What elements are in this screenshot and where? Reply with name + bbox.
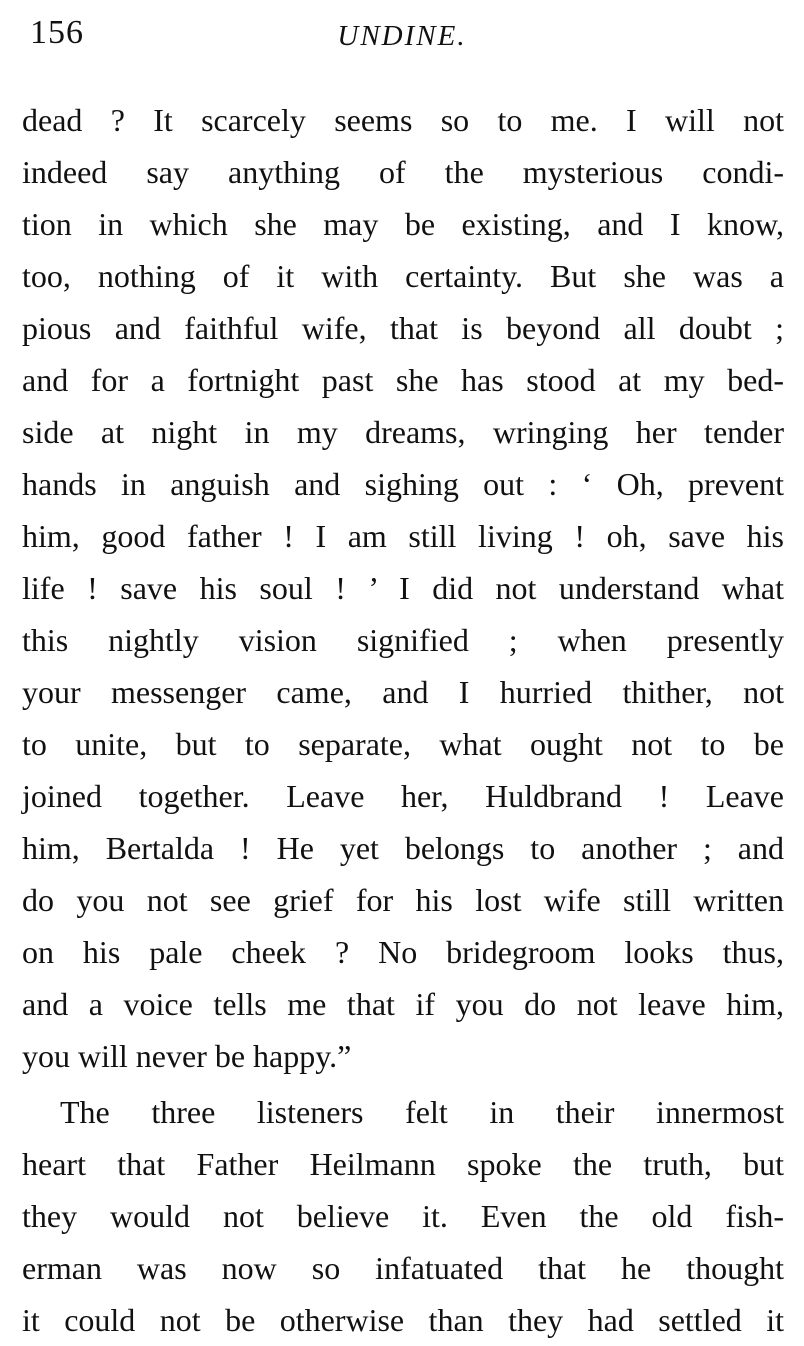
text-line: him, Bertalda ! He yet belongs to another ; and (22, 830, 784, 866)
page-number: 156 (30, 14, 84, 51)
text-line: heart that Father Heilmann spoke the truth, but (22, 1146, 784, 1182)
text-line: him, good father ! I am still living ! oh, save his (22, 518, 784, 554)
text-line: life ! save his soul ! ’ I did not understand what (22, 570, 784, 606)
text-line: they would not believe it. Even the old fish- (22, 1198, 784, 1234)
running-title: UNDINE. (337, 20, 467, 52)
text-line: side at night in my dreams, wringing her tender (22, 414, 784, 450)
text-line: this nightly vision signified ; when presently (22, 622, 784, 658)
text-line: The three listeners felt in their innermost (60, 1094, 784, 1130)
text-line: indeed say anything of the mysterious condi- (22, 154, 784, 190)
text-line: and for a fortnight past she has stood at my bed- (22, 362, 784, 398)
text-line: pious and faithful wife, that is beyond all doubt ; (22, 310, 784, 346)
text-line: to unite, but to separate, what ought not to be (22, 726, 784, 762)
text-line: too, nothing of it with certainty. But she was a (22, 258, 784, 294)
paragraph-1 (22, 94, 784, 1082)
text-line: joined together. Leave her, Huldbrand ! Leave (22, 778, 784, 814)
paragraph-2 (22, 1086, 784, 1346)
text-line: and a voice tells me that if you do not leave him, (22, 986, 784, 1022)
text-line: dead ? It scarcely seems so to me. I will not (22, 102, 784, 138)
text-line: you will never be happy.” (22, 1038, 352, 1074)
text-line: your messenger came, and I hurried thither, not (22, 674, 784, 710)
text-line: hands in anguish and sighing out : ‘ Oh, prevent (22, 466, 784, 502)
page-header (0, 14, 804, 58)
text-line: it could not be otherwise than they had settled it (22, 1302, 784, 1338)
text-line: do you not see grief for his lost wife still written (22, 882, 784, 918)
text-line: on his pale cheek ? No bridegroom looks thus, (22, 934, 784, 970)
text-line: erman was now so infatuated that he thought (22, 1250, 784, 1286)
page-body (22, 94, 784, 1346)
text-line: tion in which she may be existing, and I know, (22, 206, 784, 242)
